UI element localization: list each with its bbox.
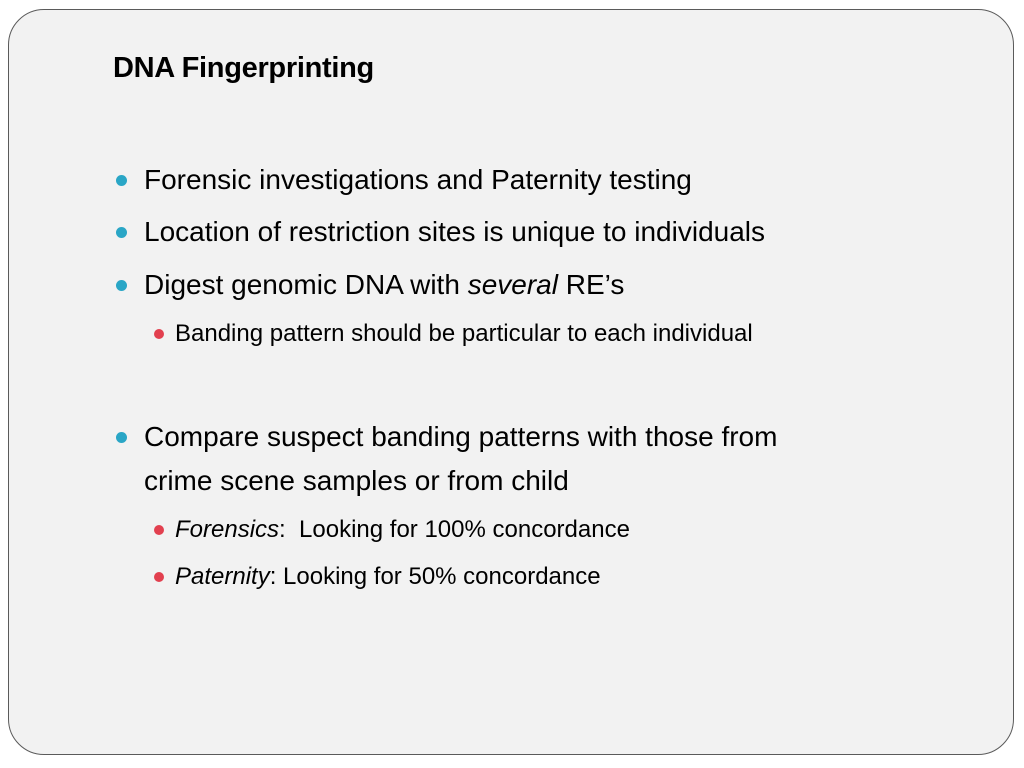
sub-bullet-dot-icon (154, 525, 164, 535)
sub-bullet-text (175, 506, 630, 553)
bullet-dot-icon (116, 432, 127, 443)
sub-bullet-text: Banding pattern should be particular to each individual (175, 320, 753, 347)
sub-bullet-dot-icon (154, 329, 164, 339)
bullet-text-line-1: Compare suspect banding patterns with those from (144, 421, 778, 452)
slide-title: DNA Fingerprinting (113, 52, 374, 84)
sub-bullet-text-italic: Forensics (175, 516, 280, 543)
bullet-text (144, 263, 624, 307)
sub-bullet-dot-icon (154, 572, 164, 582)
bullet-dot-icon (116, 280, 127, 291)
bullet-text-before: Digest genomic DNA with (144, 269, 468, 300)
bullet-text-after: RE’s (557, 269, 625, 300)
bullet-dot-icon (116, 175, 127, 186)
sub-bullet-text-after: : Looking for 50% concordance (269, 563, 601, 590)
sub-bullet-text-italic: Paternity (175, 563, 270, 590)
sub-bullet-text (175, 553, 601, 600)
sub-bullet-text-after: : Looking for 100% concordance (279, 516, 630, 543)
bullet-text: Location of restriction sites is unique to individuals (144, 216, 766, 247)
bullet-dot-icon (116, 227, 127, 238)
bullet-text-line-2: crime scene samples or from child (144, 465, 569, 496)
bullet-text-italic: several (467, 269, 558, 300)
bullet-text: Forensic investigations and Paternity testing (144, 164, 692, 195)
